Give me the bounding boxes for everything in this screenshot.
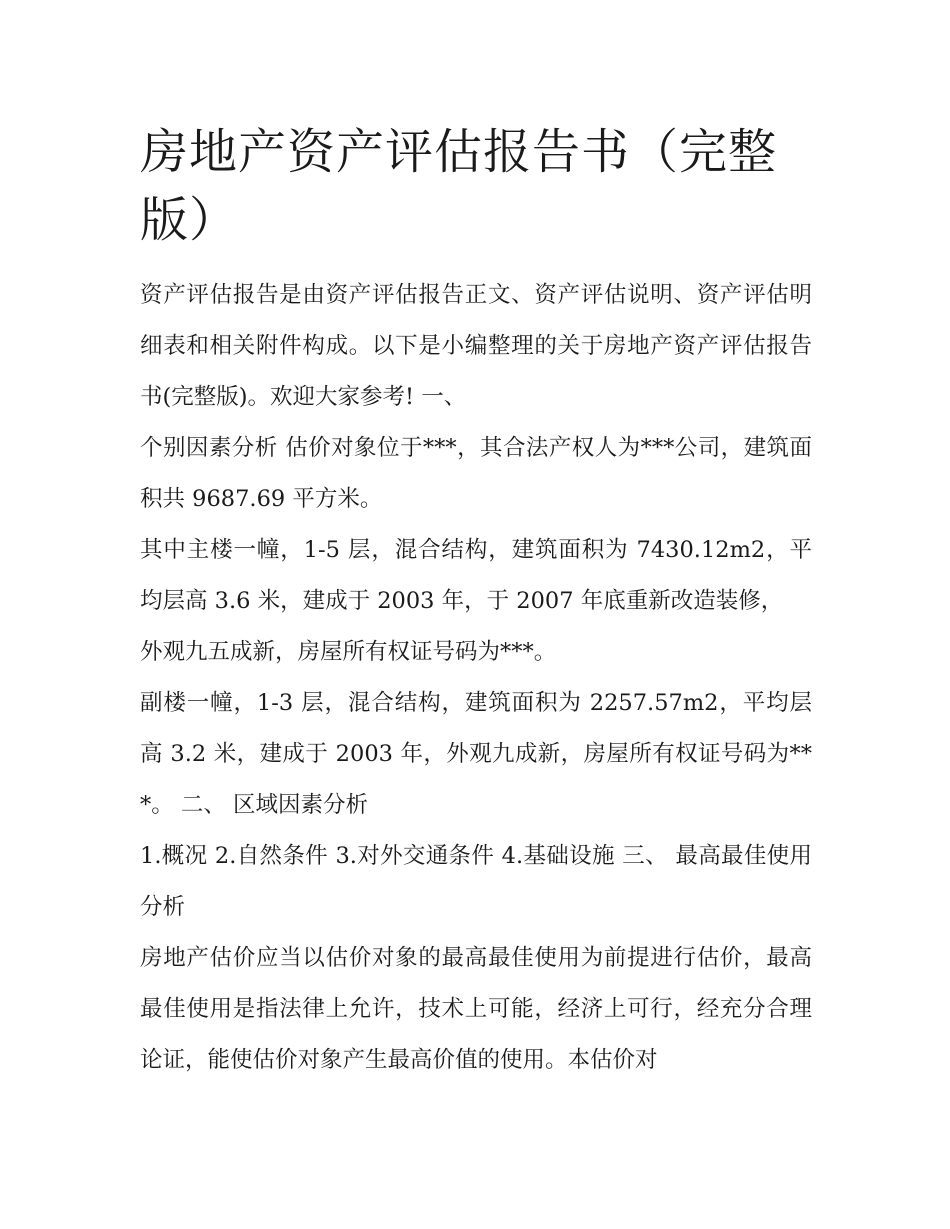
paragraph-main-building: 其中主楼一幢，1-5 层，混合结构，建筑面积为 7430.12m2，平均层高 3.6 米，建成于 2003 年，于 2007 年底重新改造装修，	[140, 537, 812, 614]
paragraph-intro: 资产评估报告是由资产评估报告正文、资产评估说明、资产评估明细表和相关附件构成。以下是小编整理的关于房地产资产评估报告书(完整版)。欢迎大家参考! 一、	[140, 282, 812, 410]
paragraph-main-building-appearance: 外观九五成新，房屋所有权证号码为***。	[140, 639, 557, 665]
document-page	[140, 118, 812, 1086]
paragraph-regional-items: 1.概况 2.自然条件 3.对外交通条件 4.基础设施 三、 最高最佳使用分析	[140, 843, 812, 920]
paragraph-individual-factors: 个别因素分析 估价对象位于***，其合法产权人为***公司，建筑面积共 9687.69 平方米。	[140, 435, 812, 512]
paragraph-highest-best-use: 房地产估价应当以估价对象的最高最佳使用为前提进行估价，最高最佳使用是指法律上允许，技术上可能，经济上可行，经充分合理论证，能使估价对象产生最高价值的使用。本估价对	[140, 945, 812, 1073]
paragraph-annex-building: 副楼一幢，1-3 层，混合结构，建筑面积为 2257.57m2，平均层高 3.2 米，建成于 2003 年，外观九成新，房屋所有权证号码为***。 二、 区域因素分析	[140, 690, 812, 818]
document-title: 房地产资产评估报告书（完整版）	[140, 124, 778, 248]
